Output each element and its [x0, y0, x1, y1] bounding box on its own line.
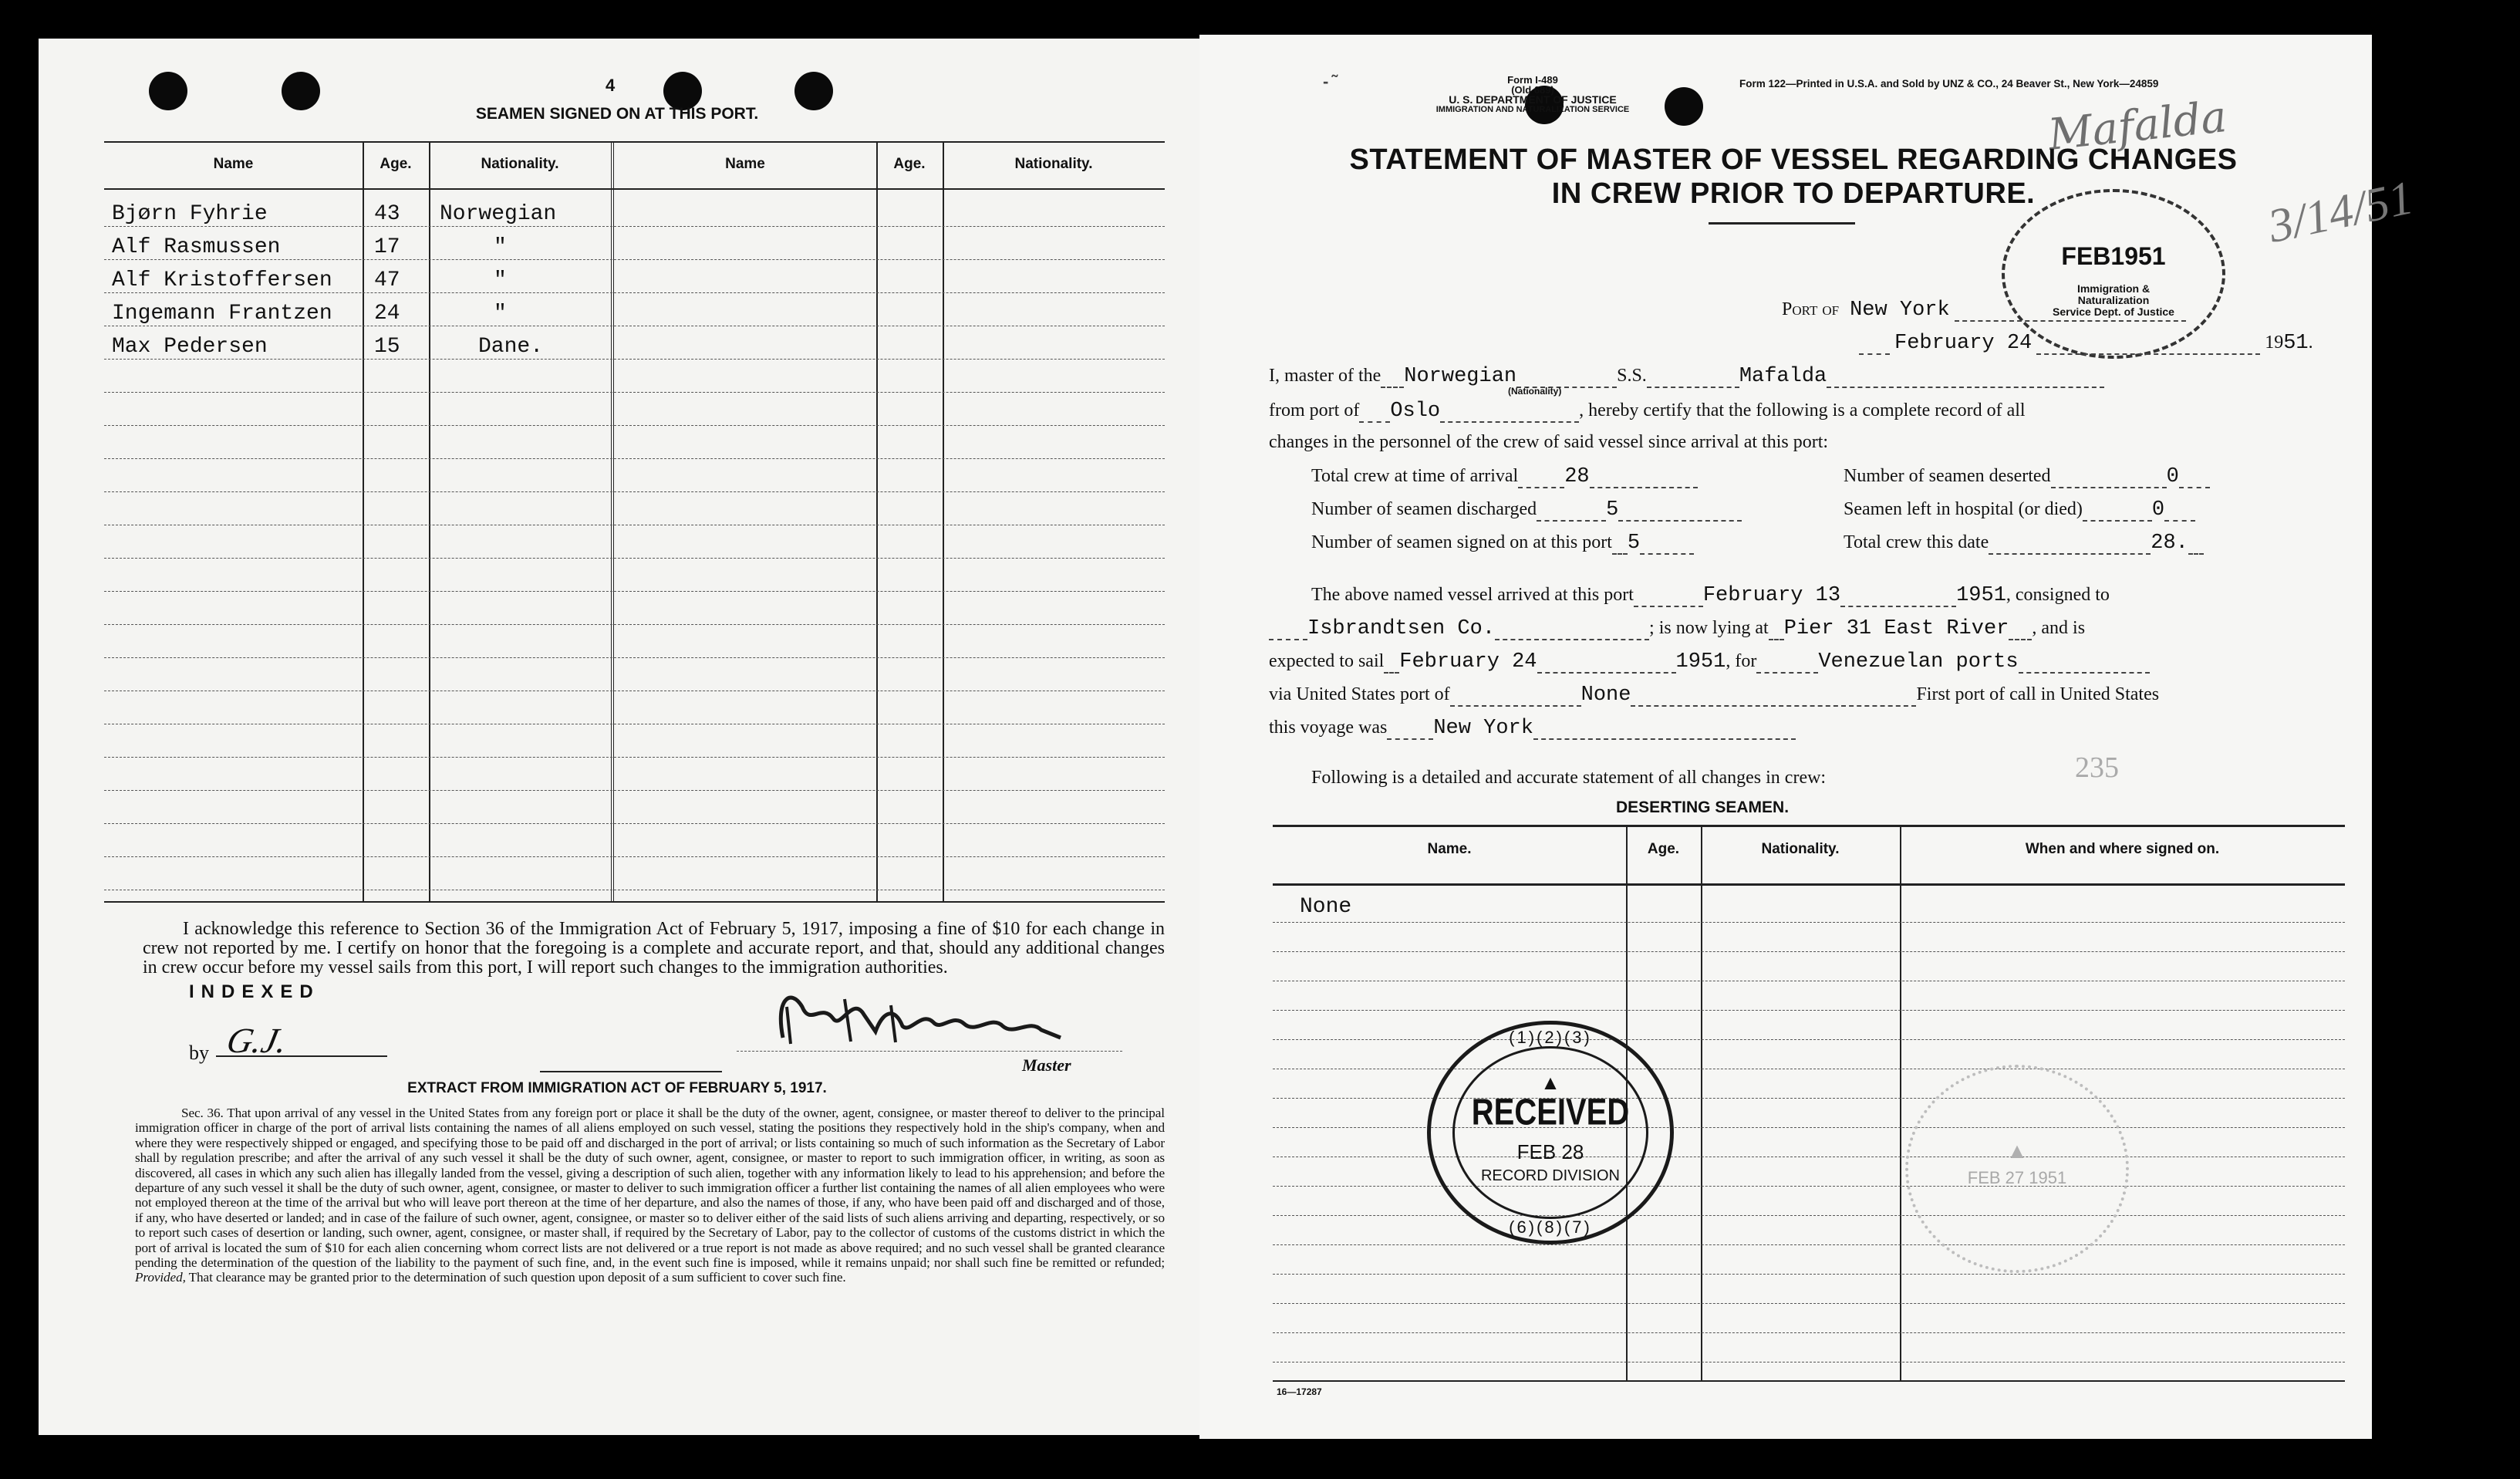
section-36-text	[135, 1106, 1165, 1285]
row-rule	[104, 392, 1165, 393]
fill-line	[1495, 623, 1649, 640]
row-rule	[1273, 1186, 2345, 1187]
table-bottom-border	[104, 901, 1165, 903]
hospital-line	[1844, 498, 2195, 522]
row-rule	[1273, 1244, 2345, 1245]
indexed-initials: G.J.	[223, 1021, 292, 1060]
deserted-value: 0	[2166, 465, 2179, 488]
fill-line	[1618, 505, 1742, 522]
row-rule	[104, 790, 1165, 791]
and-is-label: , and is	[2032, 618, 2086, 638]
total-date-line	[1844, 532, 2204, 555]
column-divider	[1701, 825, 1702, 1380]
stamp-month: FEB1951	[2061, 242, 2166, 270]
crew-name: Ingemann Frantzen	[112, 302, 332, 326]
stamp-received: RECEIVED	[1471, 1092, 1630, 1133]
row-rule	[104, 823, 1165, 824]
discharged-line	[1311, 498, 1742, 522]
lying-label: ; is now lying at	[1649, 618, 1769, 638]
deserting-title: DESERTING SEAMEN.	[1616, 799, 1790, 816]
lying-value: Pier 31 East River	[1783, 617, 2009, 640]
arrived-value: February 13	[1702, 584, 1841, 607]
title-line-2: IN CREW PRIOR TO DEPARTURE.	[1551, 177, 2036, 210]
fill-line	[2179, 471, 2210, 488]
title-line-1: STATEMENT OF MASTER OF VESSEL REGARDING CHANGES	[1349, 144, 2238, 176]
form-old: (Old 689)	[1511, 84, 1554, 96]
stamp-line: Naturalization	[2077, 294, 2150, 306]
fill-line	[1537, 505, 1606, 522]
fill-line	[2009, 623, 2032, 640]
printer-line: Form 122—Printed in U.S.A. and Sold by UNZ & CO., 24 Beaver St., New York—24859	[1739, 78, 2159, 89]
ss-label: S.S.	[1617, 366, 1647, 386]
form-header	[1378, 75, 1687, 115]
left-page	[39, 39, 1203, 1435]
stamp-faint-date: FEB 27 1951	[1967, 1168, 2067, 1187]
header-name-2: Name	[725, 156, 765, 172]
scratch-marks: -˜	[1323, 72, 1341, 91]
arrived-year: 1951	[1956, 584, 2006, 607]
fill-line	[1612, 538, 1628, 555]
column-divider	[876, 141, 878, 901]
discharged-value: 5	[1606, 498, 1619, 522]
row-rule	[104, 226, 1165, 227]
certify-line-2: changes in the personnel of the crew of said vessel since arrival at this port:	[1269, 432, 1829, 452]
by-label: by	[189, 1042, 209, 1064]
row-rule	[1273, 1332, 2345, 1333]
header-age: Age.	[1647, 841, 1680, 857]
fill-line	[1450, 690, 1581, 707]
total-arrival-value: 28	[1564, 465, 1590, 488]
via-line	[1269, 684, 2159, 707]
crew-name: Bjørn Fyhrie	[112, 202, 268, 226]
crew-age: 24	[374, 302, 400, 326]
stamp-received-date: FEB 28	[1516, 1140, 1584, 1163]
column-divider	[943, 141, 944, 901]
following-line: Following is a detailed and accurate statement of all changes in crew:	[1311, 768, 1827, 788]
deserted-label: Number of seamen deserted	[1844, 466, 2051, 486]
column-divider	[429, 141, 430, 901]
crew-nationality: Dane.	[478, 335, 544, 359]
master-of-label: I, master of the	[1269, 366, 1381, 386]
via-value: None	[1580, 684, 1631, 707]
column-divider	[363, 141, 364, 901]
extract-rule	[540, 1071, 722, 1072]
header-name: Name.	[1427, 841, 1472, 857]
hospital-label: Seamen left in hospital (or died)	[1844, 499, 2083, 519]
crew-age: 43	[374, 202, 400, 226]
fill-line	[1647, 371, 1739, 388]
crew-nationality: "	[494, 302, 507, 326]
fill-line	[1359, 406, 1390, 423]
expected-year: 1951	[1675, 650, 1726, 674]
section-body: That upon arrival of any vessel in the United States from any foreign port or place it shall be the duty of the owner, agent, consignee, or master thereof to deliver to the principal immigration officer in charge of the port of arrival lists containing the names of all aliens employed on such vessel, stating the positions they respectively hold in the ship's company, when and where they were respectively shipped or engaged, and specifying those to be paid off and discharged in the port of arrival; or lists containing so much of such information as the Secretary of Labor shall by regulation prescribe; and after the arrival of any such vessel it shall be the duty of such owner, agent, consignee, or master to report to such immigration officer, in writing, as soon as discovered, all cases in which any such alien has illegally landed from the vessel, giving a description of such alien, together with any information likely to lead to his apprehension; and before the departure of any such vessel it shall be the duty of such owner, agent, consignee, or master to deliver to such immigration officer a further list containing the names of all alien employees who were not employed thereon at the time of the arrival but who will leave port thereon at the time of her departure, and also the names of those, if any, who have been paid off and discharged and of those, if any, who have deserted or landed; and in case of the failure of such owner, agent, consignee, or master so to deliver either of the said lists of such aliens arriving and departing, respectively, or so to report such cases of desertion or landing, such owner, agent, consignee, or master shall, if required by the Secretary of Labor, pay to the collector of customs of the customs district in which the port of arrival is located the sum of $10 for each alien concerning whom correct lists are not delivered or a true report is not made as above required; and no such vessel shall be granted clearance pending the determination of the question of the liability to the payment of such fine, and, in the event such fine is imposed, while it remains unpaid; nor shall such fine be remitted or refunded;	[135, 1106, 1165, 1271]
from-port-label: from port of	[1269, 400, 1360, 420]
row-rule	[1273, 1362, 2345, 1363]
fill-line	[1440, 406, 1579, 423]
crew-age: 15	[374, 335, 400, 359]
port-value: New York	[1850, 299, 1950, 322]
fill-line	[1537, 657, 1676, 674]
from-port-value: Oslo	[1390, 400, 1441, 423]
annotation-number: 235	[2075, 751, 2119, 784]
discharged-label: Number of seamen discharged	[1311, 499, 1537, 519]
received-stamp: (1)(2)(3) (6)(8)(7) ▲ RECEIVED FEB 28 RECORD DIVISION	[1427, 1021, 1674, 1244]
row-rule	[1273, 1274, 2345, 1275]
total-date-value: 28.	[2151, 532, 2188, 555]
row-rule	[1273, 922, 2345, 923]
port-line	[1782, 299, 2186, 322]
extract-title: EXTRACT FROM IMMIGRATION ACT OF FEBRUARY 5, 1917.	[407, 1080, 827, 1096]
consigned-label: , consigned to	[2006, 585, 2110, 605]
crew-nationality: Norwegian	[440, 202, 557, 226]
total-arrival-label: Total crew at time of arrival	[1311, 466, 1519, 486]
master-signature	[737, 984, 1122, 1049]
header-age-2: Age.	[893, 156, 926, 172]
fill-line	[2083, 505, 2152, 522]
row-rule	[1273, 1303, 2345, 1304]
right-page	[1199, 35, 2418, 1439]
for-value: Venezuelan ports	[1818, 650, 2019, 674]
row-rule	[1273, 951, 2345, 952]
vessel-value: Mafalda	[1739, 365, 1827, 388]
signed-label: Number of seamen signed on at this port	[1311, 532, 1612, 552]
fill-line	[1634, 590, 1703, 607]
master-of-line	[1269, 365, 2104, 388]
arrived-label: The above named vessel arrived at this port	[1311, 585, 1634, 605]
indexed-line	[216, 1055, 387, 1057]
row-rule	[104, 558, 1165, 559]
faint-stamp: ▲ FEB 27 1951	[1905, 1065, 2129, 1273]
fill-line	[1989, 538, 2151, 555]
expected-value: February 24	[1399, 650, 1537, 674]
signature-line	[737, 1051, 1122, 1052]
row-rule	[104, 856, 1165, 857]
row-rule	[1273, 1010, 2345, 1011]
fill-line	[2036, 338, 2260, 355]
fill-line	[1387, 723, 1433, 740]
nationality-caption: (Nationality)	[1508, 386, 1562, 397]
row-rule	[104, 425, 1165, 426]
consignee-line	[1269, 617, 2085, 640]
deserting-table-bottom	[1273, 1380, 2345, 1382]
fill-line	[2019, 657, 2150, 674]
nationality-value: Norwegian	[1404, 365, 1517, 388]
port-label: Port of	[1782, 299, 1840, 319]
fill-line	[2188, 538, 2204, 555]
via-label: via United States port of	[1269, 684, 1450, 704]
column-divider	[1900, 825, 1901, 1380]
deserting-table-header	[1273, 883, 2345, 886]
crew-age: 47	[374, 268, 400, 292]
form-number: Form I-489	[1507, 74, 1558, 86]
fill-line	[1631, 690, 1916, 707]
table-top-border	[104, 141, 1165, 143]
first-port-label: First port of call in United States	[1916, 684, 2160, 704]
hospital-value: 0	[2151, 498, 2165, 522]
row-rule	[104, 359, 1165, 360]
total-arrival-line	[1311, 465, 1698, 488]
voyage-label: this voyage was	[1269, 718, 1388, 738]
table-header-border	[104, 188, 1165, 190]
from-port-line	[1269, 400, 2026, 423]
deserting-table-top	[1273, 825, 2345, 827]
center-divider	[611, 141, 614, 901]
fill-line	[1756, 657, 1818, 674]
row-rule	[104, 458, 1165, 459]
handwritten-date: 3/14/51	[2263, 171, 2418, 253]
signed-line	[1311, 532, 1694, 555]
fill-line	[1533, 723, 1796, 740]
expected-line	[1269, 650, 2150, 674]
header-signed-on: When and where signed on.	[2025, 841, 2220, 857]
fill-line	[1518, 471, 1564, 488]
for-label: , for	[1726, 651, 1757, 671]
handwritten-vessel: Mafalda	[2046, 92, 2229, 160]
expected-label: expected to sail	[1269, 651, 1385, 671]
fill-line	[1384, 657, 1399, 674]
stamp-received-division: RECORD DIVISION	[1480, 1167, 1621, 1184]
master-label: Master	[1022, 1055, 1071, 1075]
header-nationality: Nationality.	[1761, 841, 1840, 857]
crew-age: 17	[374, 235, 400, 259]
fill-line	[1769, 623, 1784, 640]
row-rule	[104, 624, 1165, 625]
crew-name: Alf Rasmussen	[112, 235, 281, 259]
crew-nationality: "	[494, 235, 507, 259]
row-rule	[104, 491, 1165, 492]
section-label: Sec. 36.	[181, 1106, 224, 1120]
row-rule	[104, 292, 1165, 293]
crew-nationality: "	[494, 268, 507, 292]
section-tail: That clearance may be granted prior to the determination of such question upon deposit of a sum sufficient to cover such fine.	[188, 1270, 846, 1285]
header-nationality: Nationality.	[481, 156, 559, 172]
fill-line	[2164, 505, 2195, 522]
footer-code: 16—17287	[1277, 1386, 1322, 1397]
voyage-value: New York	[1433, 717, 1533, 740]
row-rule	[104, 259, 1165, 260]
date-value: February 24	[1894, 332, 2033, 355]
fill-line	[2051, 471, 2167, 488]
stamp-line: Immigration &	[2076, 282, 2151, 295]
total-date-label: Total crew this date	[1844, 532, 1989, 552]
header-name: Name	[213, 156, 254, 172]
signed-value: 5	[1627, 532, 1641, 555]
page-number: 4	[606, 76, 616, 95]
indexed-stamp: INDEXED	[189, 981, 320, 1002]
header-age: Age.	[380, 156, 412, 172]
fill-line	[1955, 305, 2186, 322]
fill-line	[1381, 371, 1404, 388]
fill-line	[1840, 590, 1956, 607]
year-prefix: 19	[2265, 333, 2284, 353]
voyage-line	[1269, 717, 1796, 740]
left-title: SEAMEN SIGNED ON AT THIS PORT.	[475, 105, 759, 123]
crew-name: Max Pedersen	[112, 335, 268, 359]
fill-line	[1859, 338, 1890, 355]
row-rule	[104, 757, 1165, 758]
consignee-value: Isbrandtsen Co.	[1307, 617, 1496, 640]
deserting-entry: None	[1300, 895, 1352, 919]
title-rule	[1709, 222, 1855, 225]
crew-name: Alf Kristoffersen	[112, 268, 332, 292]
row-rule	[1273, 1215, 2345, 1216]
acknowledgement-text: I acknowledge this reference to Section 36 of the Immigration Act of February 5, 1917, imposing a fine of $10 for each change in crew not reported by me. I certify on honor that the foregoing is a complete and accurate report, and that, should any additional changes in crew occur before my vessel sails from this port, I will report such changes to the immigration authorities.	[143, 919, 1165, 978]
fill-line	[1827, 371, 2104, 388]
year-value: 51	[2283, 332, 2309, 355]
header-nationality-2: Nationality.	[1014, 156, 1093, 172]
deserted-line	[1844, 465, 2210, 488]
provided-label: Provided,	[135, 1270, 186, 1285]
arrived-line	[1311, 584, 2110, 607]
row-rule	[104, 657, 1165, 658]
row-rule	[104, 591, 1165, 592]
fill-line	[1590, 471, 1698, 488]
fill-line	[1269, 623, 1307, 640]
department: U. S. DEPARTMENT OF JUSTICE	[1449, 93, 1617, 106]
date-line: February 24 1951.	[1859, 332, 2313, 355]
certify-text: , hereby certify that the following is a complete record of all	[1579, 400, 2026, 420]
service: IMMIGRATION AND NATURALIZATION SERVICE	[1435, 105, 1630, 114]
stamp-line: Service Dept. of Justice	[2053, 306, 2174, 318]
fill-line	[1640, 538, 1694, 555]
